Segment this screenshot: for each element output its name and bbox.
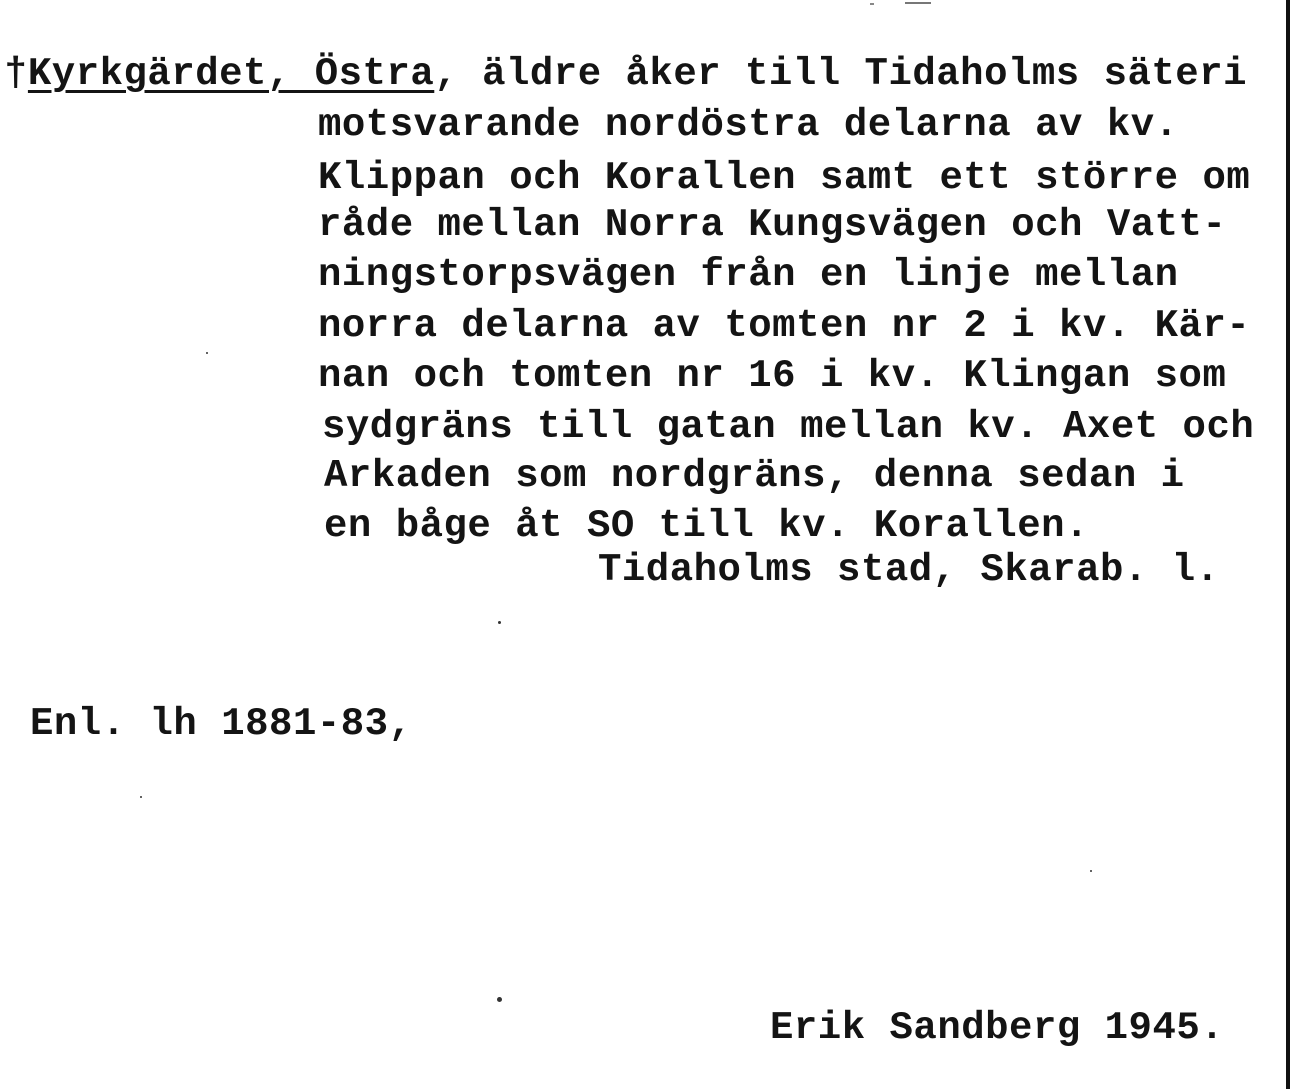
headword: Kyrkgärdet, Östra bbox=[27, 52, 435, 96]
cross-mark: † bbox=[4, 52, 28, 96]
description-line: Arkaden som nordgräns, denna sedan i bbox=[324, 454, 1185, 498]
speck bbox=[206, 352, 208, 354]
description-line: sydgräns till gatan mellan kv. Axet och bbox=[322, 405, 1255, 449]
heading-description: , äldre åker till Tidaholms säteri bbox=[434, 52, 1248, 96]
author-signature: Erik Sandberg 1945. bbox=[770, 1006, 1225, 1050]
card-edge bbox=[1286, 0, 1290, 1089]
description-line: norra delarna av tomten nr 2 i kv. Kär- bbox=[318, 304, 1251, 348]
speck bbox=[1090, 870, 1092, 872]
entry-heading bbox=[4, 52, 1247, 96]
source-reference: Enl. lh 1881-83, bbox=[30, 702, 413, 746]
speck bbox=[140, 796, 142, 798]
description-line: en båge åt SO till kv. Korallen. bbox=[324, 504, 1089, 548]
description-line: ningstorpsvägen från en linje mellan bbox=[318, 253, 1179, 297]
description-line: Klippan och Korallen samt ett större om bbox=[318, 156, 1251, 200]
speck bbox=[497, 997, 502, 1002]
description-line: nan och tomten nr 16 i kv. Klingan som bbox=[318, 354, 1227, 398]
scan-mark bbox=[870, 3, 874, 5]
scan-mark bbox=[905, 2, 931, 4]
location: Tidaholms stad, Skarab. l. bbox=[598, 548, 1220, 592]
description-line: råde mellan Norra Kungsvägen och Vatt- bbox=[318, 203, 1227, 247]
description-line: motsvarande nordöstra delarna av kv. bbox=[318, 103, 1179, 147]
speck bbox=[498, 621, 501, 624]
